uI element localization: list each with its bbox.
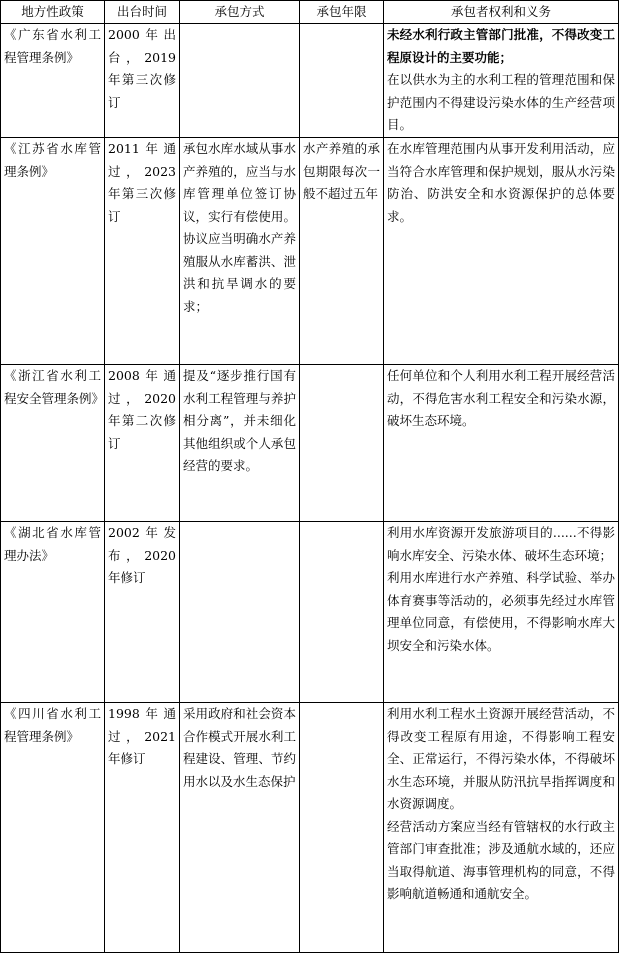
time-cell: 2008年通过，2020年第二次修订 [105,365,180,522]
policy-cell: 《广东省水利工程管理条例》 [1,24,105,138]
term-cell [300,703,384,953]
rights-cell [384,522,619,703]
policy-cell: 《浙江省水利工程安全管理条例》 [1,365,105,522]
time-cell: 2000年出台，2019年第三次修订 [105,24,180,138]
rights-paragraph: 利用水利工程水土资源开展经营活动，不得改变工程原有用途，不得影响工程安全、正常运行，不得污染水体，不得破坏水生态环境，并服从防汛抗旱指挥调度和水资源调度。 [387,706,615,811]
rights-cell [384,138,619,365]
method-cell: 采用政府和社会资本合作模式开展水利工程建设、管理、节约用水以及水生态保护 [180,703,300,953]
rights-paragraph: 利用水库进行水产养殖、科学试验、举办体育赛事等活动的，必须事先经过水库管理单位同意，有偿使用，不得影响水库大坝安全和污染水体。 [387,570,615,653]
policy-cell: 《四川省水利工程管理条例》 [1,703,105,953]
time-cell: 1998年通过，2021年修订 [105,703,180,953]
table-row [1,138,619,365]
rights-paragraph: 经营活动方案应当经有管辖权的水行政主管部门审查批准；涉及通航水域的，还应当取得航道、海事管理机构的同意，不得影响航道畅通和通航安全。 [387,818,615,901]
rights-cell [384,365,619,522]
rights-paragraph: 利用水库资源开发旅游项目的......不得影响水库安全、污染水体、破坏生态环境； [387,525,615,563]
table-row [1,703,619,953]
rights-paragraph: 在以供水为主的水利工程的管理范围和保护范围内不得建设污染水体的生产经营项目。 [387,72,615,132]
header-time: 出台时间 [105,1,180,24]
header-term: 承包年限 [300,1,384,24]
table-header-row [1,1,619,24]
table-row [1,365,619,522]
term-cell [300,24,384,138]
rights-cell [384,703,619,953]
rights-paragraph: 在水库管理范围内从事开发利用活动，应当符合水库管理和保护规划，服从水污染防治、防洪安全和水资源保护的总体要求。 [387,141,615,224]
method-cell: 承包水库水域从事水产养殖的，应当与水库管理单位签订协议，实行有偿使用。协议应当明确水产养殖服从水库蓄洪、泄洪和抗旱调水的要求； [180,138,300,365]
method-cell [180,522,300,703]
term-cell [300,365,384,522]
term-cell [300,522,384,703]
time-cell: 2011年通过，2023年第三次修订 [105,138,180,365]
policy-cell: 《江苏省水库管理条例》 [1,138,105,365]
rights-cell [384,24,619,138]
rights-paragraph: 任何单位和个人利用水利工程开展经营活动，不得危害水利工程安全和污染水源，破坏生态环境。 [387,368,615,428]
term-cell: 水产养殖的承包期限每次一般不超过五年 [300,138,384,365]
table-row [1,24,619,138]
header-rights: 承包者权利和义务 [384,1,619,24]
policy-cell: 《湖北省水库管理办法》 [1,522,105,703]
header-policy: 地方性政策 [1,1,105,24]
method-cell: 提及“逐步推行国有水利工程管理与养护相分离”，并未细化其他组织或个人承包经营的要求。 [180,365,300,522]
rights-bold-text: 未经水利行政主管部门批准，不得改变工程原设计的主要功能； [387,27,615,65]
header-method: 承包方式 [180,1,300,24]
method-cell [180,24,300,138]
time-cell: 2002年发布，2020年修订 [105,522,180,703]
table-row [1,522,619,703]
